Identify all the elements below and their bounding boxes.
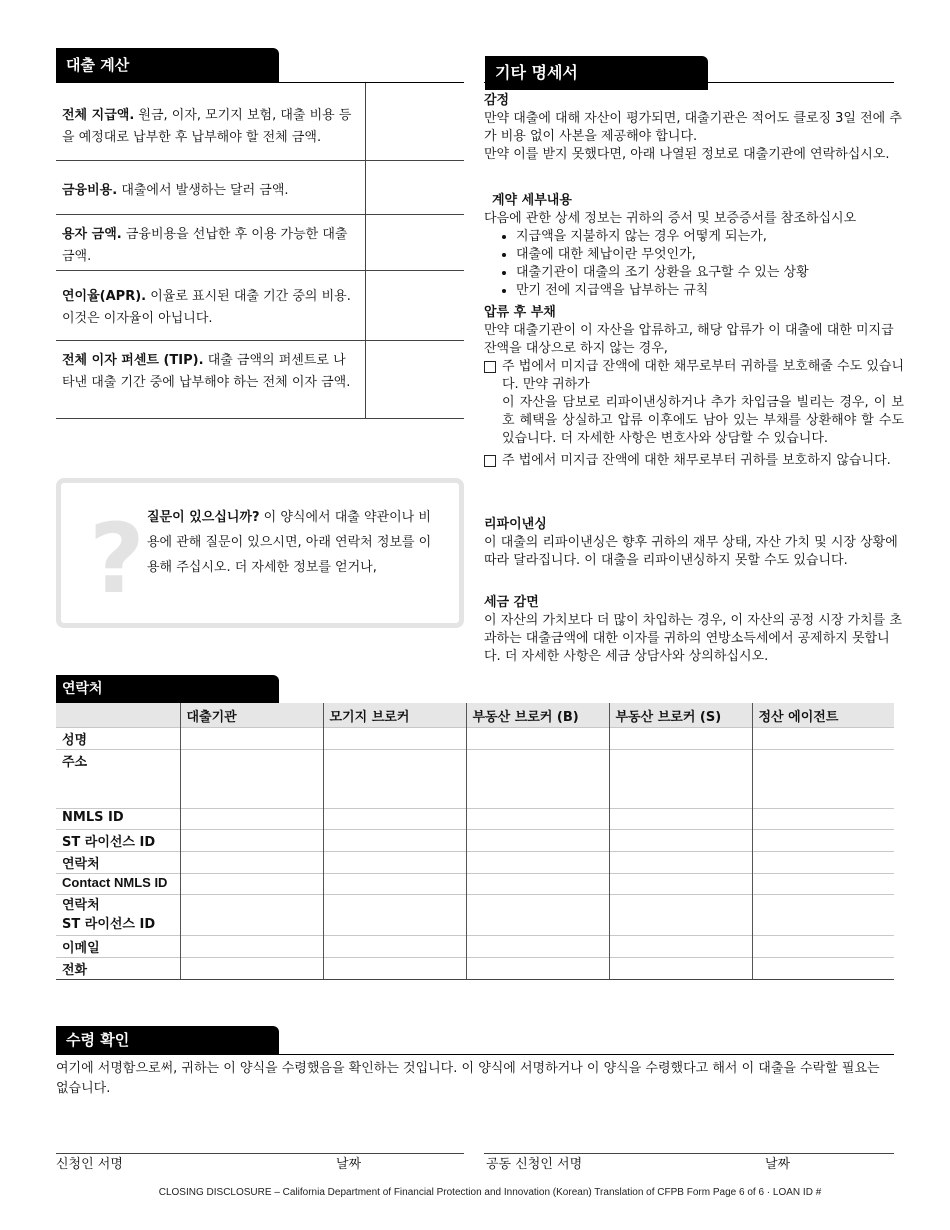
table-row: 연락처 ST 라이선스 ID — [56, 895, 894, 936]
list-item: • 대출기관이 대출의 조기 상환을 요구할 수 있는 상황 — [516, 264, 904, 282]
table-row: 성명 — [56, 728, 894, 750]
list-item: • 대출에 대한 체납이란 무엇인가, — [516, 246, 904, 264]
loan-calc-value — [365, 215, 464, 270]
table-row: 전화 — [56, 958, 894, 980]
column-header — [56, 703, 180, 728]
liability-section: 압류 후 부채 만약 대출기관이 이 자산을 압류하고, 해당 압류가 이 대출에 대한 미지급 잔액을 대상으로 하지 않는 경우, 주 법에서 미지급 잔액에 대한 채무로부터 귀하를 보호해줄 수도 있습니다. 만약 귀하가 이 자산을 담보로 리파이낸싱하거나 추가 차입금을 빌리는 경우, 이 보호 혜택을 상실하고 압류 이후에도 남아 있는 부채를 상환해야 할 수도 있습니다. 더 자세한 사항은 변호사와 상담할 수 있습니다. 주 법에서 미지급 잔액에 대한 채무로부터 귀하를 보호하지 않습니다. — [484, 305, 904, 468]
appraisal-section: 감정 만약 대출에 대해 자산이 평가되면, 대출기관은 적어도 클로징 3일 전에 추가 비용 없이 사본을 제공해야 합니다. 만약 이를 받지 못했다면, 아래 나열된 정보로 대출기관에 연락하십시오. — [484, 93, 902, 162]
questions-box — [56, 478, 464, 628]
question-mark-icon: ? — [89, 503, 145, 615]
page-footer: CLOSING DISCLOSURE – California Department of Financial Protection and Innovation (Korean) Translation of CFPB Form Page 6 of 6 · LOAN ID # — [158, 1187, 822, 1198]
list-item: • 지급액을 지불하지 않는 경우 어떻게 되는가, — [516, 228, 904, 246]
other-disclosures-header: 기타 명세서 — [485, 56, 708, 90]
loan-calculations-header: 대출 계산 — [56, 48, 279, 82]
loan-calc-value — [365, 161, 464, 214]
column-header: 정산 에이전트 — [752, 703, 894, 728]
table-row: 주소 — [56, 750, 894, 809]
contact-header: 연락처 — [56, 675, 279, 703]
other-disclosures-rule — [484, 82, 894, 83]
table-header-row — [56, 703, 894, 728]
tax-deductions-section: 세금 감면 이 자산의 가치보다 더 많이 차입하는 경우, 이 자산의 공정 시장 가치를 초과하는 대출금액에 대한 이자를 귀하의 연방소득세에서 공제하지 못합니다. 더 자세한 사항은 세금 상담사와 상의하십시오. — [484, 595, 902, 664]
loan-calc-value — [365, 83, 464, 160]
table-row: 이메일 — [56, 936, 894, 958]
column-header: 대출기관 — [180, 703, 323, 728]
loan-calc-row-amount-financed: 용자 금액. 금융비용을 선납한 후 이용 가능한 대출 금액. — [56, 215, 464, 271]
table-row: Contact NMLS ID — [56, 874, 894, 895]
loan-calc-row-tip: 전체 이자 퍼센트 (TIP). 대출 금액의 퍼센트로 나타낸 대출 기간 중에 납부해야 하는 전체 이자 금액. — [56, 341, 464, 419]
contact-table — [56, 703, 894, 980]
applicant-signature-label: 신청인 서명 — [56, 1157, 123, 1172]
contract-details-section: 계약 세부내용 다음에 관한 상세 정보는 귀하의 증서 및 보증증서를 참조하십시오 • 지급액을 지불하지 않는 경우 어떻게 되는가, • 대출에 대한 체납이란 무엇인가, • 대출기관이 대출의 조기 상환을 요구할 수 있는 상황 • 만기 전에 지급액을 납부하는 규칙 — [484, 192, 904, 300]
liability-option-not-protected: 주 법에서 미지급 잔액에 대한 채무로부터 귀하를 보호하지 않습니다. — [484, 452, 904, 470]
column-header: 모기지 브로커 — [323, 703, 466, 728]
questions-text: 질문이 있으십니까? 이 양식에서 대출 약관이나 비용에 관해 질문이 있으시면, 아래 연락처 정보를 이용해 주십시오. 더 자세한 정보를 얻거나, — [147, 510, 432, 575]
loan-calc-row-finance-charge: 금융비용. 대출에서 발생하는 달러 금액. — [56, 161, 464, 215]
column-header: 부동산 브로커 (S) — [609, 703, 752, 728]
confirm-receipt-text: 여기에 서명함으로써, 귀하는 이 양식을 수령했음을 확인하는 것입니다. 이 양식에 서명하거나 이 양식을 수령했다고 해서 이 대출을 수락할 필요는 없습니다. — [56, 1061, 880, 1096]
refinance-section: 리파이낸싱 이 대출의 리파이낸싱은 향후 귀하의 재무 상태, 자산 가치 및 시장 상황에 따라 달라집니다. 이 대출을 리파이낸싱하지 못할 수도 있습니다. — [484, 517, 898, 568]
coapplicant-date-label: 날짜 — [765, 1157, 791, 1172]
confirm-receipt-header: 수령 확인 — [56, 1026, 279, 1055]
loan-calc-value — [365, 271, 464, 340]
confirm-receipt-rule — [56, 1054, 894, 1055]
liability-option-protected: 주 법에서 미지급 잔액에 대한 채무로부터 귀하를 보호해줄 수도 있습니다. 만약 귀하가 이 자산을 담보로 리파이낸싱하거나 추가 차입금을 빌리는 경우, 이 보호 혜택을 상실하고 압류 이후에도 남아 있는 부채를 상환해야 할 수도 있습니다. 더 자세한 사항은 변호사와 상담할 수 있습니다. — [484, 358, 904, 448]
column-header: 부동산 브로커 (B) — [466, 703, 609, 728]
coapplicant-signature-label: 공동 신청인 서명 — [486, 1157, 583, 1172]
table-row: 연락처 — [56, 852, 894, 874]
table-row: NMLS ID — [56, 809, 894, 830]
applicant-date-label: 날짜 — [336, 1157, 362, 1172]
not-protected-checkbox[interactable] — [484, 455, 496, 467]
protected-checkbox[interactable] — [484, 361, 496, 373]
loan-calc-value — [365, 341, 464, 418]
contract-details-list — [484, 228, 904, 300]
loan-calc-row-total-payments: 전체 지급액. 원금, 이자, 모기지 보험, 대출 비용 등을 예정대로 납부한 후 납부해야 할 전체 금액. — [56, 83, 464, 161]
table-row: ST 라이선스 ID — [56, 830, 894, 852]
loan-calc-row-apr: 연이율(APR). 이율로 표시된 대출 기간 중의 비용. 이것은 이자율이 아닙니다. — [56, 271, 464, 341]
list-item: • 만기 전에 지급액을 납부하는 규칙 — [516, 282, 904, 300]
